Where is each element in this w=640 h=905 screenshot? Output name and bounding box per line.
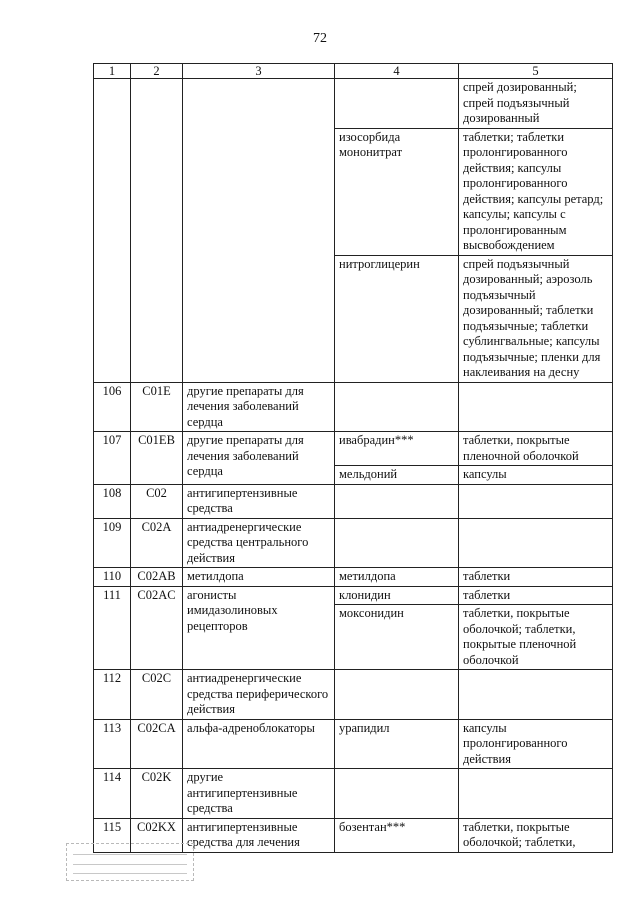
- row-number-cell: 115: [94, 818, 131, 852]
- table-row: [94, 670, 613, 720]
- group-name-cell: агонисты имидазолиновых рецепторов: [183, 586, 335, 670]
- table-header-row: [94, 64, 613, 79]
- row-number-cell: 109: [94, 518, 131, 568]
- faded-stamp: [66, 843, 194, 881]
- group-name-cell: метилдопа: [183, 568, 335, 587]
- drug-name-cell: [335, 79, 459, 129]
- drug-name-cell: мельдоний: [335, 466, 459, 485]
- dosage-form-cell: спрей подъязычный дозированный; аэрозоль подъязычный дозированный; таблетки подъязычные; таблетки сублингвальные; капсулы подъязычные; пленки для наклеивания на десну: [459, 255, 613, 382]
- dosage-form-cell: капсулы: [459, 466, 613, 485]
- table-row: [94, 382, 613, 432]
- group-name-cell: другие препараты для лечения заболеваний сердца: [183, 432, 335, 485]
- group-name-cell: другие препараты для лечения заболеваний сердца: [183, 382, 335, 432]
- atc-code-cell: C02C: [131, 670, 183, 720]
- dosage-form-cell: спрей дозированный; спрей подъязычный дозированный: [459, 79, 613, 129]
- dosage-form-cell: [459, 382, 613, 432]
- row-number-cell: 108: [94, 484, 131, 518]
- drug-name-cell: нитроглицерин: [335, 255, 459, 382]
- dosage-form-cell: таблетки: [459, 568, 613, 587]
- dosage-form-cell: таблетки, покрытые оболочкой; таблетки, покрытые пленочной оболочкой: [459, 605, 613, 670]
- drug-name-cell: [335, 769, 459, 819]
- atc-code-cell: C01E: [131, 382, 183, 432]
- drug-name-cell: [335, 670, 459, 720]
- atc-code-cell: C02AB: [131, 568, 183, 587]
- dosage-form-cell: капсулы пролонгированного действия: [459, 719, 613, 769]
- header-col-5: 5: [459, 64, 613, 79]
- group-name-cell: антигипертензивные средства: [183, 484, 335, 518]
- drug-name-cell: [335, 484, 459, 518]
- table-row: [94, 719, 613, 769]
- atc-code-cell: C01EB: [131, 432, 183, 485]
- header-col-4: 4: [335, 64, 459, 79]
- atc-code-cell: C02A: [131, 518, 183, 568]
- atc-code-cell: C02KX: [131, 818, 183, 852]
- table-row: [94, 769, 613, 819]
- table-row: [94, 586, 613, 605]
- drug-name-cell: моксонидин: [335, 605, 459, 670]
- row-number-cell: 107: [94, 432, 131, 485]
- dosage-form-cell: [459, 670, 613, 720]
- row-number-cell: 110: [94, 568, 131, 587]
- table-body: [94, 79, 613, 853]
- dosage-form-cell: таблетки, покрытые оболочкой; таблетки,: [459, 818, 613, 852]
- dosage-form-cell: [459, 518, 613, 568]
- group-name-cell: альфа-адреноблокаторы: [183, 719, 335, 769]
- dosage-form-cell: [459, 769, 613, 819]
- group-name-cell: антиадренергические средства периферического действия: [183, 670, 335, 720]
- drug-table: [93, 63, 612, 853]
- drug-name-cell: ивабрадин***: [335, 432, 459, 466]
- dosage-form-cell: таблетки; таблетки пролонгированного действия; капсулы пролонгированного действия; капсулы ретард; капсулы; капсулы с пролонгированным высвобождением: [459, 128, 613, 255]
- drug-name-cell: [335, 382, 459, 432]
- group-name-cell: антиадренергические средства центрального действия: [183, 518, 335, 568]
- drug-name-cell: бозентан***: [335, 818, 459, 852]
- group-name-cell: другие антигипертензивные средства: [183, 769, 335, 819]
- atc-code-cell: C02: [131, 484, 183, 518]
- header-col-3: 3: [183, 64, 335, 79]
- table-row: [94, 432, 613, 466]
- dosage-form-cell: таблетки: [459, 586, 613, 605]
- table-row: [94, 568, 613, 587]
- row-number-cell: 106: [94, 382, 131, 432]
- table-row: [94, 518, 613, 568]
- drug-name-cell: клонидин: [335, 586, 459, 605]
- drug-name-cell: метилдопа: [335, 568, 459, 587]
- drug-name-cell: [335, 518, 459, 568]
- row-number-cell: [94, 79, 131, 383]
- row-number-cell: 113: [94, 719, 131, 769]
- group-name-cell: антигипертензивные средства для лечения: [183, 818, 335, 852]
- row-number-cell: 112: [94, 670, 131, 720]
- drug-name-cell: урапидил: [335, 719, 459, 769]
- group-name-cell: [183, 79, 335, 383]
- table-row: [94, 79, 613, 129]
- page-number: 72: [313, 31, 327, 46]
- row-number-cell: 111: [94, 586, 131, 670]
- row-number-cell: 114: [94, 769, 131, 819]
- table-row: [94, 484, 613, 518]
- atc-code-cell: C02AC: [131, 586, 183, 670]
- drug-table-grid: [93, 63, 613, 853]
- header-col-1: 1: [94, 64, 131, 79]
- drug-name-cell: изосорбида мононитрат: [335, 128, 459, 255]
- dosage-form-cell: [459, 484, 613, 518]
- atc-code-cell: [131, 79, 183, 383]
- atc-code-cell: C02K: [131, 769, 183, 819]
- dosage-form-cell: таблетки, покрытые пленочной оболочкой: [459, 432, 613, 466]
- atc-code-cell: C02CA: [131, 719, 183, 769]
- header-col-2: 2: [131, 64, 183, 79]
